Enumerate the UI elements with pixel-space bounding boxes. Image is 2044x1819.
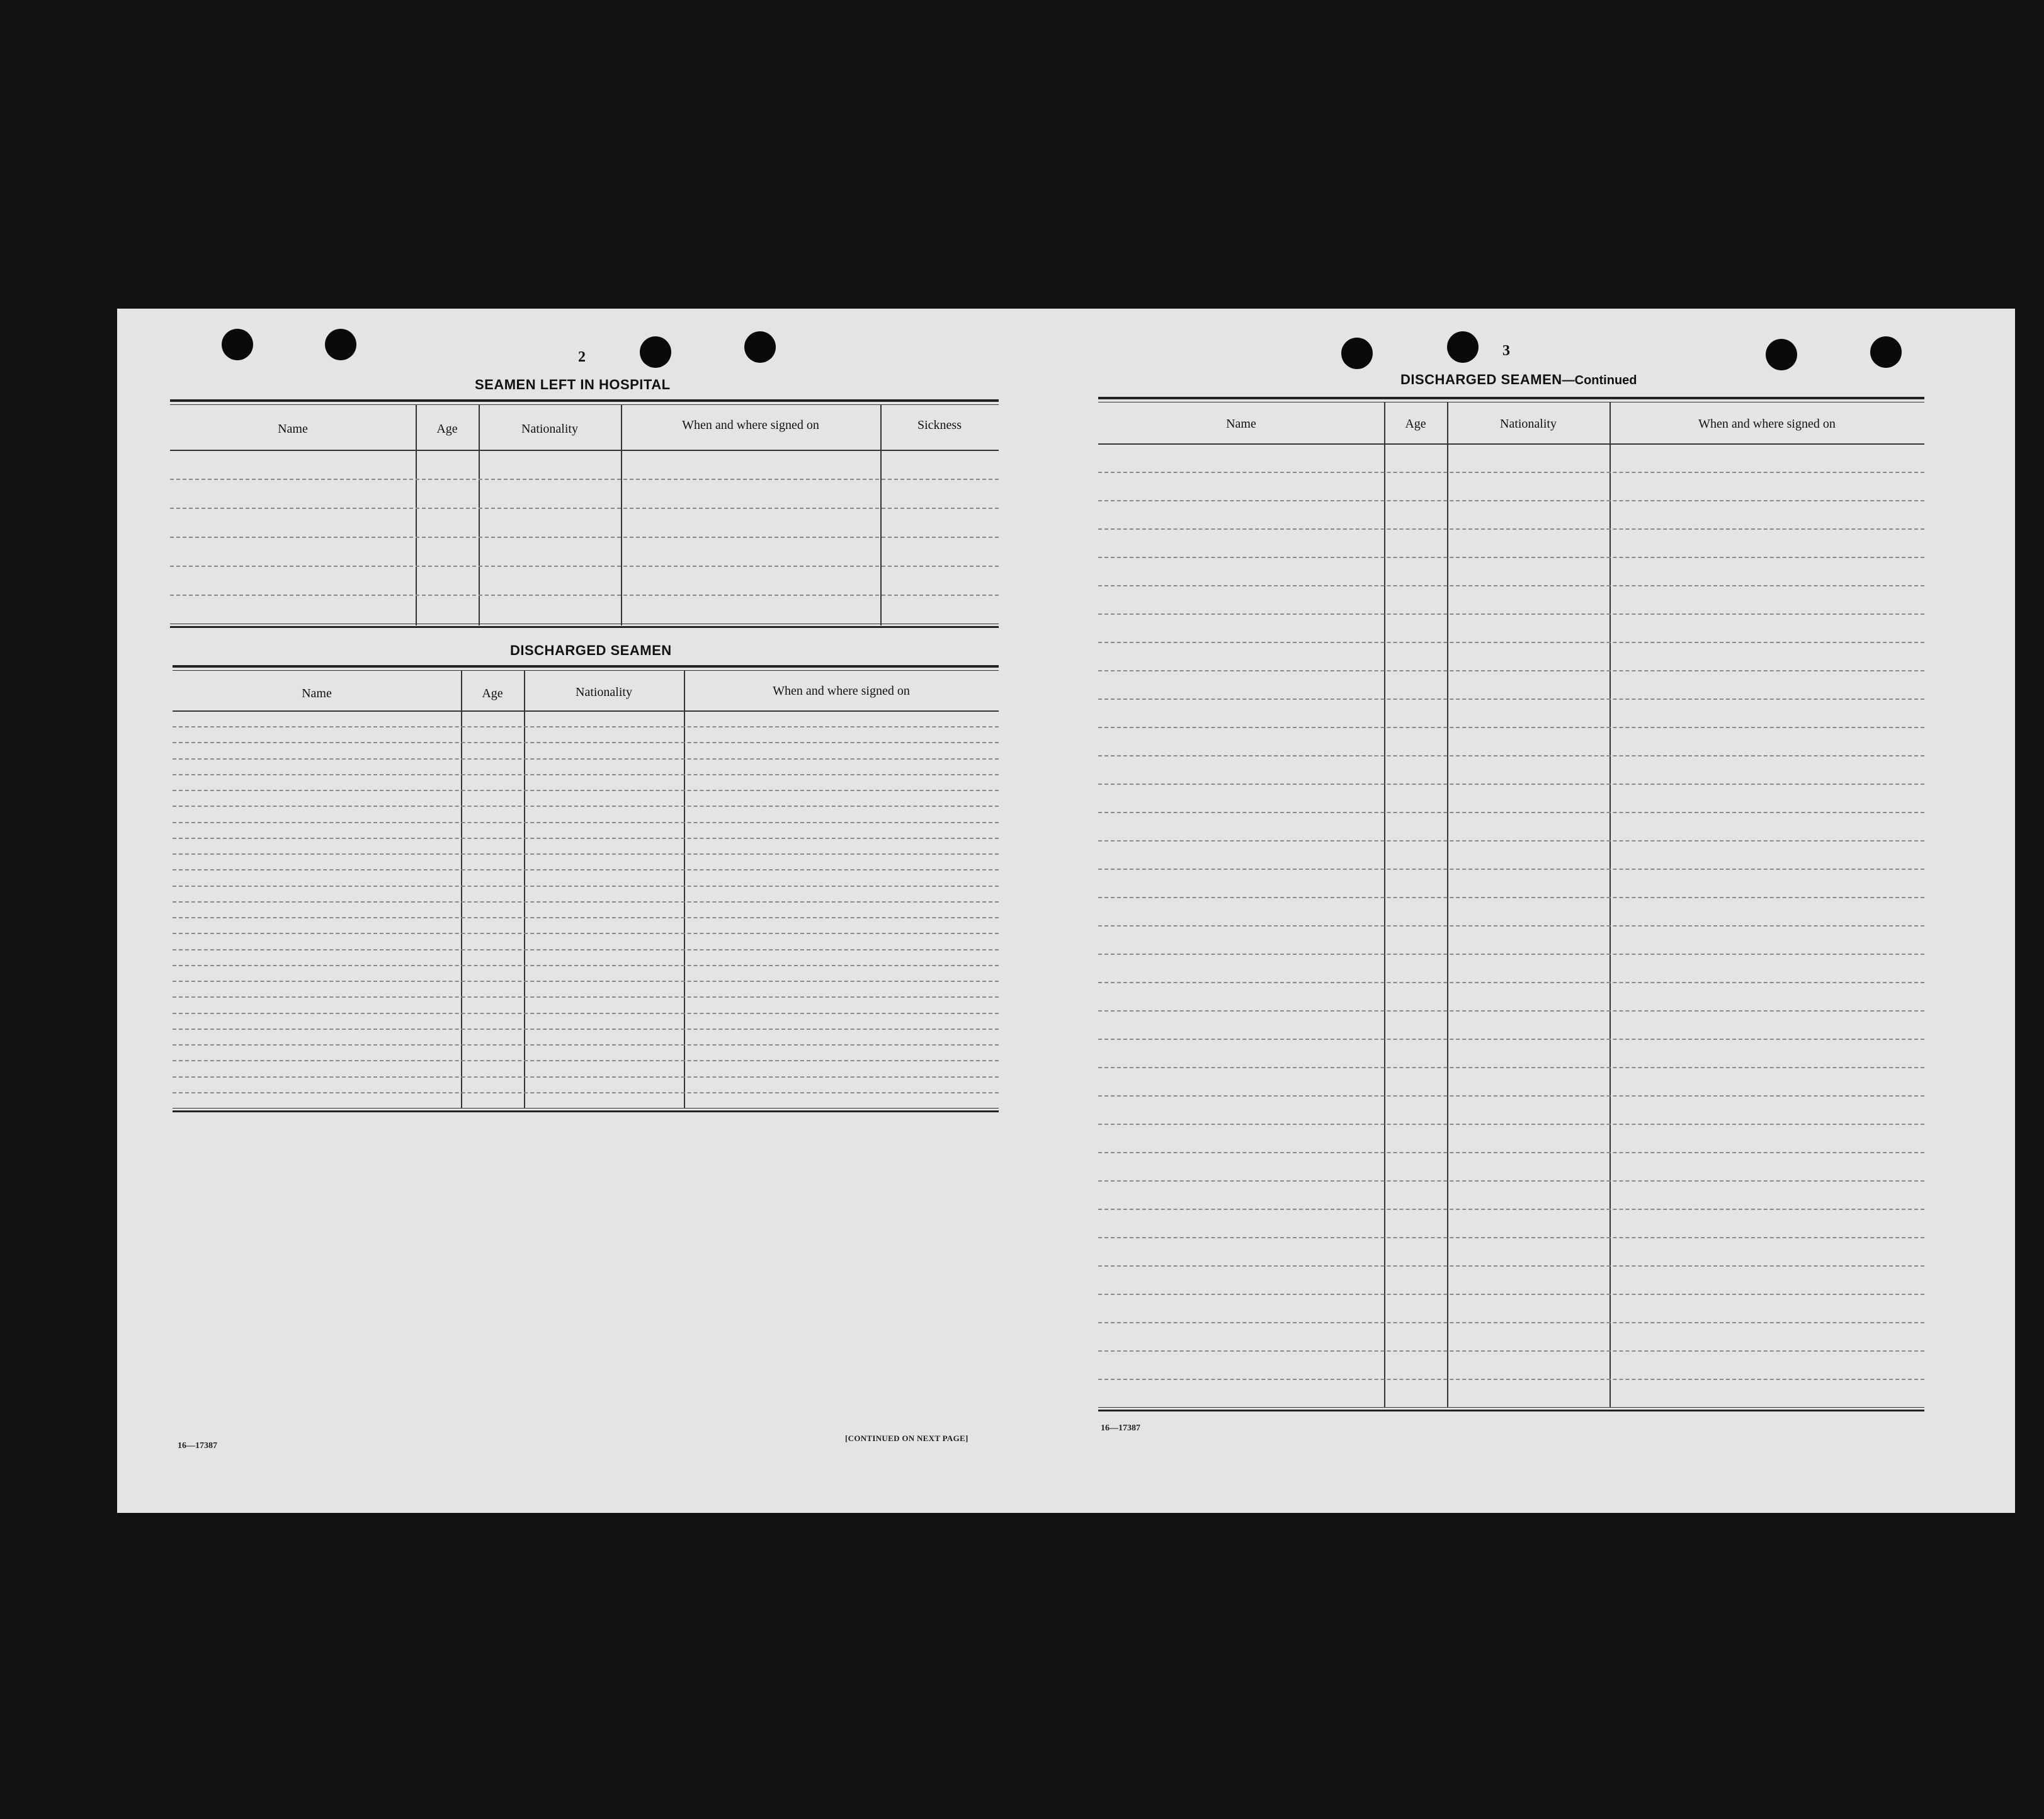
hospital-section-title: SEAMEN LEFT IN HOSPITAL <box>475 377 671 392</box>
table-row-line <box>173 869 999 870</box>
table-row-line <box>173 758 999 760</box>
table-row-line <box>1098 840 1924 841</box>
table-row-line <box>173 1060 999 1061</box>
table-row-line <box>1098 1237 1924 1238</box>
table-row-line <box>1098 500 1924 501</box>
column-divider <box>1384 402 1385 1408</box>
table-row-line <box>1098 982 1924 983</box>
table-row-line <box>173 790 999 791</box>
table-row-line <box>173 901 999 903</box>
discharged-section-title: DISCHARGED SEAMEN <box>510 642 672 658</box>
table-row-line <box>173 965 999 966</box>
table-row-line <box>1098 727 1924 728</box>
column-header-nationality: Nationality <box>1500 417 1557 431</box>
table-row-line <box>1098 613 1924 615</box>
column-header-sickness: Sickness <box>917 418 962 432</box>
table-row-line <box>173 726 999 727</box>
form-paper <box>117 309 2015 1513</box>
column-header-signed-on: When and where signed on <box>773 684 910 698</box>
table-row-line <box>1098 1180 1924 1182</box>
continued-note: [CONTINUED ON NEXT PAGE] <box>845 1434 968 1443</box>
table-row-line <box>173 1044 999 1046</box>
table-row-line <box>173 838 999 839</box>
table-row-line <box>1098 784 1924 785</box>
discharged-continued-title <box>1400 372 1637 388</box>
table-bottom-rule <box>170 624 999 628</box>
column-header-name: Name <box>302 687 332 700</box>
page-number: 2 <box>578 349 586 365</box>
form-number: 16—17387 <box>178 1441 217 1451</box>
title-main: DISCHARGED SEAMEN <box>1400 372 1562 387</box>
table-row-line <box>1098 897 1924 898</box>
table-row-line <box>1098 670 1924 671</box>
column-header-age: Age <box>1405 417 1426 431</box>
column-divider <box>684 671 685 1108</box>
punch-hole <box>640 336 671 368</box>
table-top-rule <box>1098 397 1924 402</box>
table-row-line <box>173 1029 999 1030</box>
table-row-line <box>173 742 999 743</box>
table-row-line <box>170 508 999 509</box>
table-row-line <box>173 917 999 918</box>
table-row-line <box>1098 472 1924 473</box>
punch-hole <box>222 329 253 360</box>
column-header-age: Age <box>482 687 503 700</box>
table-row-line <box>173 996 999 998</box>
punch-hole <box>1870 336 1902 368</box>
table-row-line <box>1098 1124 1924 1125</box>
table-row-line <box>173 886 999 887</box>
table-row-line <box>173 981 999 982</box>
table-row-line <box>173 774 999 775</box>
table-row-line <box>173 1013 999 1014</box>
table-row-line <box>1098 1350 1924 1352</box>
table-row-line <box>1098 1322 1924 1323</box>
table-top-rule <box>170 399 999 405</box>
table-row-line <box>1098 1095 1924 1097</box>
table-row-line <box>170 479 999 480</box>
punch-hole <box>1341 338 1373 369</box>
table-row-line <box>173 822 999 823</box>
column-divider <box>479 405 480 625</box>
header-underline <box>173 710 999 712</box>
column-divider <box>880 405 882 625</box>
table-row-line <box>1098 699 1924 700</box>
table-row-line <box>1098 925 1924 927</box>
table-row-line <box>1098 1209 1924 1210</box>
column-divider <box>524 671 525 1108</box>
table-row-line <box>173 806 999 807</box>
table-row-line <box>1098 585 1924 586</box>
table-row-line <box>1098 1039 1924 1040</box>
table-row-line <box>1098 954 1924 955</box>
form-number: 16—17387 <box>1101 1423 1140 1433</box>
header-underline <box>1098 443 1924 445</box>
column-header-nationality: Nationality <box>576 685 632 699</box>
table-row-line <box>1098 557 1924 558</box>
table-row-line <box>1098 642 1924 643</box>
discharged-table <box>173 665 999 1114</box>
table-row-line <box>1098 1152 1924 1153</box>
column-divider <box>1447 402 1448 1408</box>
column-divider <box>416 405 417 625</box>
table-bottom-rule <box>1098 1407 1924 1411</box>
table-row-line <box>173 949 999 950</box>
column-header-signed-on: When and where signed on <box>682 418 819 432</box>
column-divider <box>1610 402 1611 1408</box>
right-page <box>1062 309 2015 1513</box>
table-row-line <box>1098 755 1924 756</box>
table-row-line <box>1098 1010 1924 1012</box>
table-row-line <box>170 537 999 538</box>
hospital-table <box>170 399 999 637</box>
column-header-name: Name <box>1226 417 1256 431</box>
column-divider <box>621 405 622 625</box>
left-page <box>117 309 1062 1513</box>
table-row-line <box>1098 1265 1924 1267</box>
punch-hole <box>744 331 776 363</box>
table-row-line <box>1098 1067 1924 1068</box>
discharged-continued-table <box>1098 397 1924 1412</box>
table-row-line <box>1098 1379 1924 1380</box>
table-row-line <box>173 1076 999 1078</box>
table-top-rule <box>173 665 999 671</box>
column-header-signed-on: When and where signed on <box>1698 417 1836 431</box>
header-underline <box>170 450 999 451</box>
table-row-line <box>170 566 999 567</box>
table-row-line <box>1098 869 1924 870</box>
table-row-line <box>1098 1294 1924 1295</box>
table-row-line <box>1098 812 1924 813</box>
table-row-line <box>1098 528 1924 530</box>
column-divider <box>461 671 462 1108</box>
table-row-line <box>173 1092 999 1093</box>
punch-hole <box>1766 339 1797 370</box>
column-header-nationality: Nationality <box>521 422 578 436</box>
punch-hole <box>325 329 356 360</box>
punch-hole <box>1447 331 1479 363</box>
table-row-line <box>173 853 999 855</box>
page-number: 3 <box>1502 343 1510 359</box>
column-header-age: Age <box>436 422 458 436</box>
table-row-line <box>170 595 999 596</box>
column-header-name: Name <box>278 422 308 436</box>
table-row-line <box>173 933 999 934</box>
title-suffix: —Continued <box>1562 373 1637 387</box>
table-bottom-rule <box>173 1108 999 1112</box>
